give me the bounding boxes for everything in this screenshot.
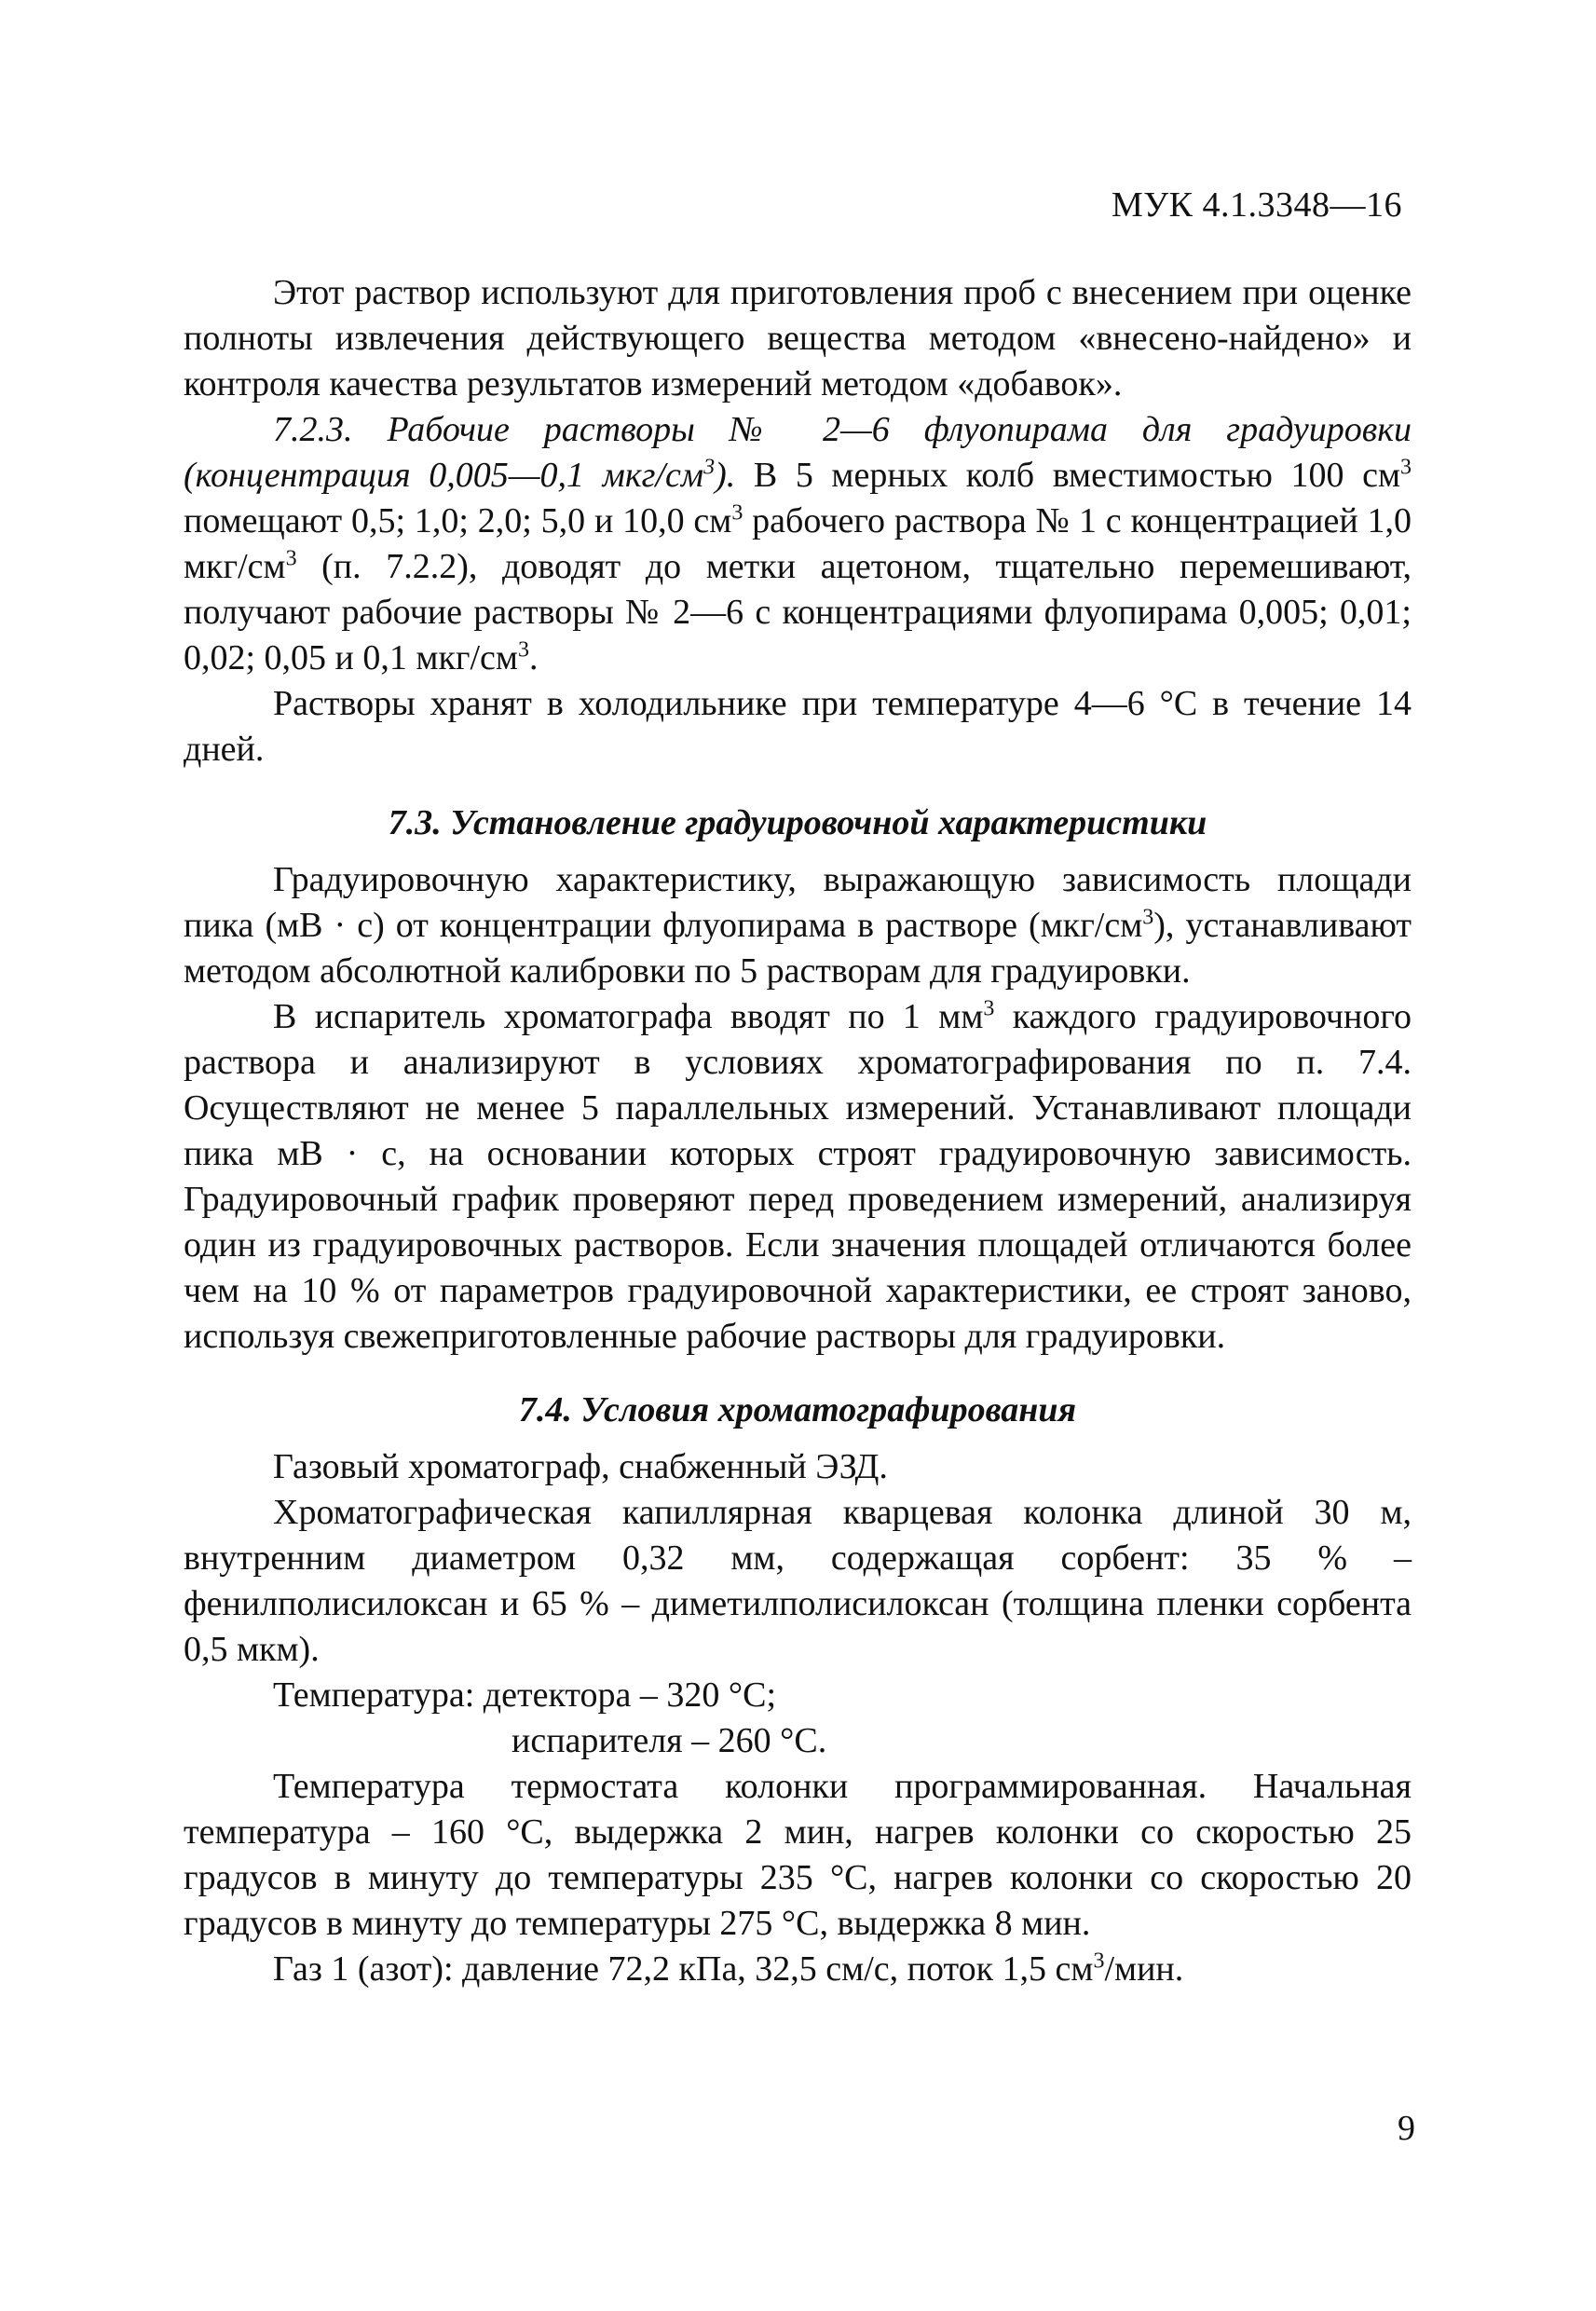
page-content: [184, 270, 1412, 1992]
paragraph-column: Хроматографическая капиллярная кварцевая колонка длиной 30 м, внутренним диаметром 0,32 мм, содержащая сорбент: 35 % – фенилполисилоксан и 65 % – диметилполисилоксан (толщина пленки сорбента 0,5 мкм).: [184, 1493, 1412, 1669]
paragraph-chromatograph: Газовый хроматограф, снабженный ЭЗД.: [273, 1447, 888, 1486]
section-7-4-heading: 7.4. Условия хроматографирования: [518, 1390, 1077, 1429]
paragraph-carrier-gas: Газ 1 (азот): давление 72,2 кПа, 32,5 см/с, поток 1,5 $см^3$/мин.: [273, 1949, 1184, 1989]
paragraph-solution-use: Этот раствор используют для приготовления проб с внесением при оценке полноты извлечения действующего вещества методом «внесено-найдено» и контроля качества результатов измерений методом «добавок».: [184, 273, 1412, 403]
paragraph-calibration-characteristic: Градуировочную характеристику, выражающую зависимость площади пика (мВ · с) от концентрации флуопирама в растворе $(мкг/см^3)$, устанавливают методом абсолютной калибровки по 5 растворам для градуировки.: [184, 860, 1412, 991]
paragraph-evaporator-temperature: испарителя – 260 °С.: [512, 1721, 827, 1760]
paragraph-working-solutions: 7.2.3. Рабочие растворы № 2—6 флуопирама для градуировки (концентрация 0,005—0,1 мкг/$см^3$). В 5 мерных колб вместимостью 100 $см^3$ помещают 0,5; 1,0; 2,0; 5,0 и 10,0 $см^3$ рабочего раствора № 1 с концентрацией 1,0 мкг/$см^3$ (п. 7.2.2), доводят до метки ацетоном, тщательно перемешивают, получают рабочие растворы № 2—6 с концентрациями флуопирама 0,005; 0,01; 0,02; 0,05 и 0,1 мкг/$см^3$.: [184, 410, 1412, 677]
paragraph-oven-program: Температура термостата колонки программированная. Начальная температура – 160 °С, выдержка 2 мин, нагрев колонки со скоростью 25 градусов в минуту до температуры 235 °С, нагрев колонки со скоростью 20 градусов в минуту до температуры 275 °С, выдержка 8 мин.: [184, 1767, 1412, 1943]
paragraph-storage: Растворы хранят в холодильнике при температуре 4—6 °С в течение 14 дней.: [184, 684, 1412, 769]
subsection-7-2-3-title: 7.2.3. Рабочие растворы № 2—6 флуопирама для градуировки (концентрация 0,005—0,1 мкг/$см^3$).: [184, 410, 1412, 495]
paragraph-detector-temperature: Температура: детектора – 320 °С;: [273, 1675, 776, 1715]
paragraph-calibration-procedure: В испаритель хроматографа вводят по 1 $мм^3$ каждого градуировочного раствора и анализируют в условиях хроматографирования по п. 7.4. Осуществляют не менее 5 параллельных измерений. Устанавливают площади пика мВ · с, на основании которых строят градуировочную зависимость. Градуировочный график проверяют перед проведением измерений, анализируя один из градуировочных растворов. Если значения площадей отличаются более чем на 10 % от параметров градуировочной характеристики, ее строят заново, используя свежеприготовленные рабочие растворы для градуировки.: [184, 996, 1412, 1356]
document-code-header: МУК 4.1.3348—16: [1111, 185, 1402, 225]
section-7-3-heading: 7.3. Установление градуировочной характеристики: [388, 803, 1207, 842]
page-number: 9: [1398, 2109, 1415, 2148]
